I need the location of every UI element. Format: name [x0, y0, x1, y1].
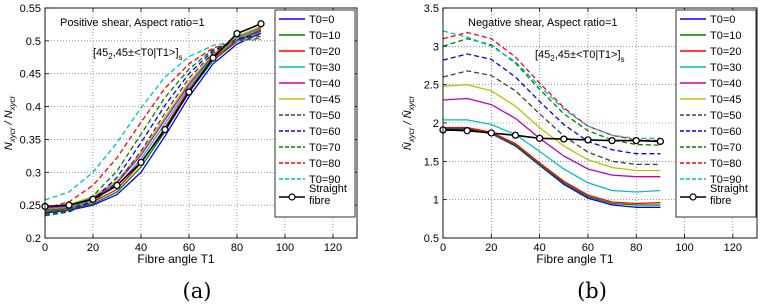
y-axis-label-part: N [3, 142, 15, 151]
legend-entry-t0-0-label: T0=0 [710, 14, 736, 26]
y-axis-label [3, 95, 17, 150]
chart-panel-1 [3, 3, 357, 303]
layup-label-part: 2 [108, 52, 113, 61]
legend-entry-t0-60-label: T0=60 [710, 126, 742, 138]
data-point [537, 135, 543, 141]
x-axis-label: Fibre angle T1 [137, 252, 215, 266]
legend-entry-straight-fibre-label: Straight [710, 183, 748, 195]
y-tick-label: 3.5 [423, 3, 439, 15]
legend-entry-t0-80-label: T0=80 [309, 158, 341, 170]
chart-panel-2 [401, 3, 757, 303]
data-point [633, 138, 639, 144]
data-point [258, 21, 264, 27]
legend-entry-t0-45-label: T0=45 [309, 94, 341, 106]
data-point [210, 55, 216, 61]
x-tick-label: 20 [485, 242, 498, 254]
legend-entry-t0-0-label: T0=0 [309, 14, 335, 26]
legend [676, 10, 756, 217]
legend-entry-t0-70-label: T0=70 [710, 142, 742, 154]
y-tick-label: 0.55 [19, 3, 41, 15]
legend-entry-t0-90-label: T0=90 [710, 174, 742, 186]
data-point [561, 136, 567, 142]
y-tick-label: 0.35 [19, 134, 41, 147]
layup-label-part: 2 [550, 54, 555, 63]
y-tick-label: 0.5 [423, 233, 439, 245]
y-tick-label: 0.25 [19, 200, 41, 213]
data-point [186, 89, 192, 95]
legend-entry-t0-20-label: T0=20 [309, 46, 341, 58]
legend-entry-straight-fibre-marker [289, 194, 295, 200]
legend-entry-straight-fibre-label: Straight [309, 183, 347, 195]
legend-entry-t0-80-label: T0=80 [710, 158, 742, 170]
panel-caption: (a) [182, 279, 212, 303]
y-tick-label: 0.2 [25, 233, 41, 245]
x-tick-label: 80 [230, 242, 244, 254]
data-point [162, 127, 168, 133]
annotation-text: Positive shear, Aspect ratio=1 [60, 17, 205, 29]
data-point [657, 138, 663, 144]
data-point [609, 138, 615, 144]
y-tick-label: 2.5 [423, 79, 439, 92]
x-tick-label: 100 [275, 242, 295, 254]
x-tick-label: 120 [723, 242, 743, 254]
layup-label-part: ,45±<T0|T1>] [112, 47, 179, 59]
x-tick-label: 120 [323, 242, 343, 254]
x-tick-label: 0 [41, 242, 49, 254]
legend-entry-t0-30-label: T0=30 [710, 62, 742, 74]
y-tick-label: 1 [432, 194, 439, 207]
legend-entry-t0-60-label: T0=60 [309, 126, 341, 138]
layup-label-part: s [178, 53, 183, 62]
y-axis-label-part: xycr [8, 95, 17, 111]
y-axis-label-part: N̄ [402, 142, 414, 151]
legend-entry-straight-fibre-label: fibre [309, 195, 331, 207]
x-tick-label: 20 [86, 242, 100, 254]
y-tick-label: 2 [432, 118, 439, 130]
x-tick-label: 40 [134, 242, 148, 254]
legend-entry-straight-fibre-label: fibre [710, 195, 732, 207]
y-tick-label: 0.4 [25, 101, 41, 114]
layup-label-part: [45 [535, 49, 551, 61]
data-point [585, 137, 591, 143]
layup-label-part: ,45±<T0|T1>] [554, 49, 621, 61]
data-point [464, 128, 470, 134]
data-point [138, 159, 144, 165]
annotation-text: Negative shear, Aspect ratio=1 [468, 17, 618, 29]
legend-entry-t0-50-label: T0=50 [710, 110, 742, 122]
x-tick-label: 60 [182, 242, 196, 254]
layup-label-part: s [620, 55, 625, 64]
y-tick-label: 0.5 [25, 35, 41, 48]
y-axis-label-part: / N [3, 110, 15, 128]
legend-entry-straight-fibre-marker [690, 194, 696, 200]
x-tick-label: 60 [581, 242, 595, 254]
y-tick-label: 0.3 [25, 167, 41, 180]
legend-entry-t0-40-label: T0=40 [710, 78, 742, 90]
y-axis-label-part: xycr [407, 95, 416, 111]
x-axis-label: Fibre angle T1 [536, 252, 614, 266]
legend-entry-t0-30-label: T0=30 [309, 62, 341, 74]
data-point [114, 182, 120, 188]
layup-label-part: [45 [93, 47, 109, 59]
legend-entry-t0-40-label: T0=40 [309, 78, 341, 90]
y-tick-label: 1.5 [423, 156, 439, 169]
panel-caption: (b) [577, 279, 607, 303]
legend-entry-t0-10-label: T0=10 [710, 30, 742, 42]
y-tick-label: 3 [432, 41, 439, 54]
x-tick-label: 80 [630, 242, 643, 254]
y-axis-label [401, 95, 416, 150]
data-point [90, 196, 96, 202]
x-tick-label: 40 [533, 242, 546, 254]
y-tick-label: 0.45 [19, 68, 41, 81]
data-point [488, 130, 494, 136]
y-axis-label-part: / N̄ [402, 110, 414, 128]
legend-entry-t0-50-label: T0=50 [309, 110, 341, 122]
legend-entry-t0-10-label: T0=10 [309, 30, 341, 42]
data-point [66, 202, 72, 208]
data-point [512, 132, 518, 138]
y-axis-label-part: xycr [407, 127, 416, 143]
legend-entry-t0-20-label: T0=20 [710, 46, 742, 58]
data-point [234, 31, 240, 37]
legend-entry-t0-90-label: T0=90 [309, 174, 341, 186]
x-tick-label: 100 [675, 242, 694, 254]
legend-entry-t0-70-label: T0=70 [309, 142, 341, 154]
x-tick-label: 0 [439, 242, 447, 254]
y-axis-label-part: xycr [8, 127, 17, 143]
legend-entry-t0-45-label: T0=45 [710, 94, 742, 106]
legend [275, 10, 355, 217]
